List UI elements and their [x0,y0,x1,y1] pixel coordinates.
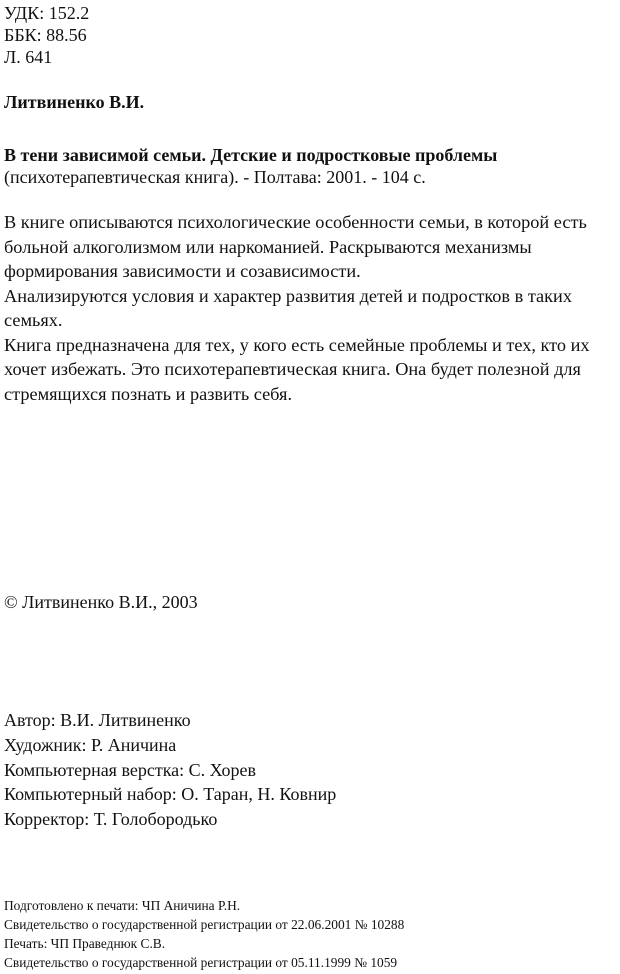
bbk-code: ББК: 88.56 [4,25,87,45]
book-title: В тени зависимой семьи. Детские и подростковые проблемы [4,145,498,165]
imprint-prepared: Подготовлено к печати: ЧП Аничина Р.Н. [4,898,241,913]
copyright-notice: © Литвиненко В.И., 2003 [4,592,198,612]
publication-details: (психотерапевтическая книга). - Полтава: 2001. - 104 с. [4,167,426,187]
author-heading: Литвиненко В.И. [4,92,145,112]
imprint-certificate: Свидетельство о государственной регистрации от 22.06.2001 № 10288 [4,917,405,932]
annotation-paragraph: Анализируются условия и характер развития детей и подростков в таких семьях. [4,285,572,330]
credit-layout: Компьютерная верстка: С. Хорев [4,759,257,780]
bibliographic-record [4,144,497,188]
credit-artist: Художник: Р. Аничина [4,734,177,755]
annotation-paragraph: Книга предназначена для тех, у кого есть семейные проблемы и тех, кто их хочет избежать. Это психотерапевтическая книга. Она будет полезной для стремящихся познать и развить себя. [4,334,590,404]
credit-typesetting: Компьютерный набор: О. Таран, Н. Ковнир [4,784,337,805]
annotation-paragraph: В книге описываются психологические особенности семьи, в которой есть больной алкоголизмом или наркоманией. Раскрываются механизмы формирования зависимости и созависимости. [4,212,587,281]
imprint-print: Печать: ЧП Праведнюк С.В. [4,936,166,951]
udk-code: УДК: 152.2 [4,3,90,23]
annotation [4,210,620,406]
credits-list [4,708,336,832]
classification-codes [4,2,89,68]
print-imprint [4,896,404,972]
credit-proofreader: Корректор: Т. Голобородько [4,809,218,830]
imprint-certificate: Свидетельство о государственной регистрации от 05.11.1999 № 1059 [4,955,398,970]
credit-author: Автор: В.И. Литвиненко [4,710,191,730]
author-mark: Л. 641 [4,47,53,67]
